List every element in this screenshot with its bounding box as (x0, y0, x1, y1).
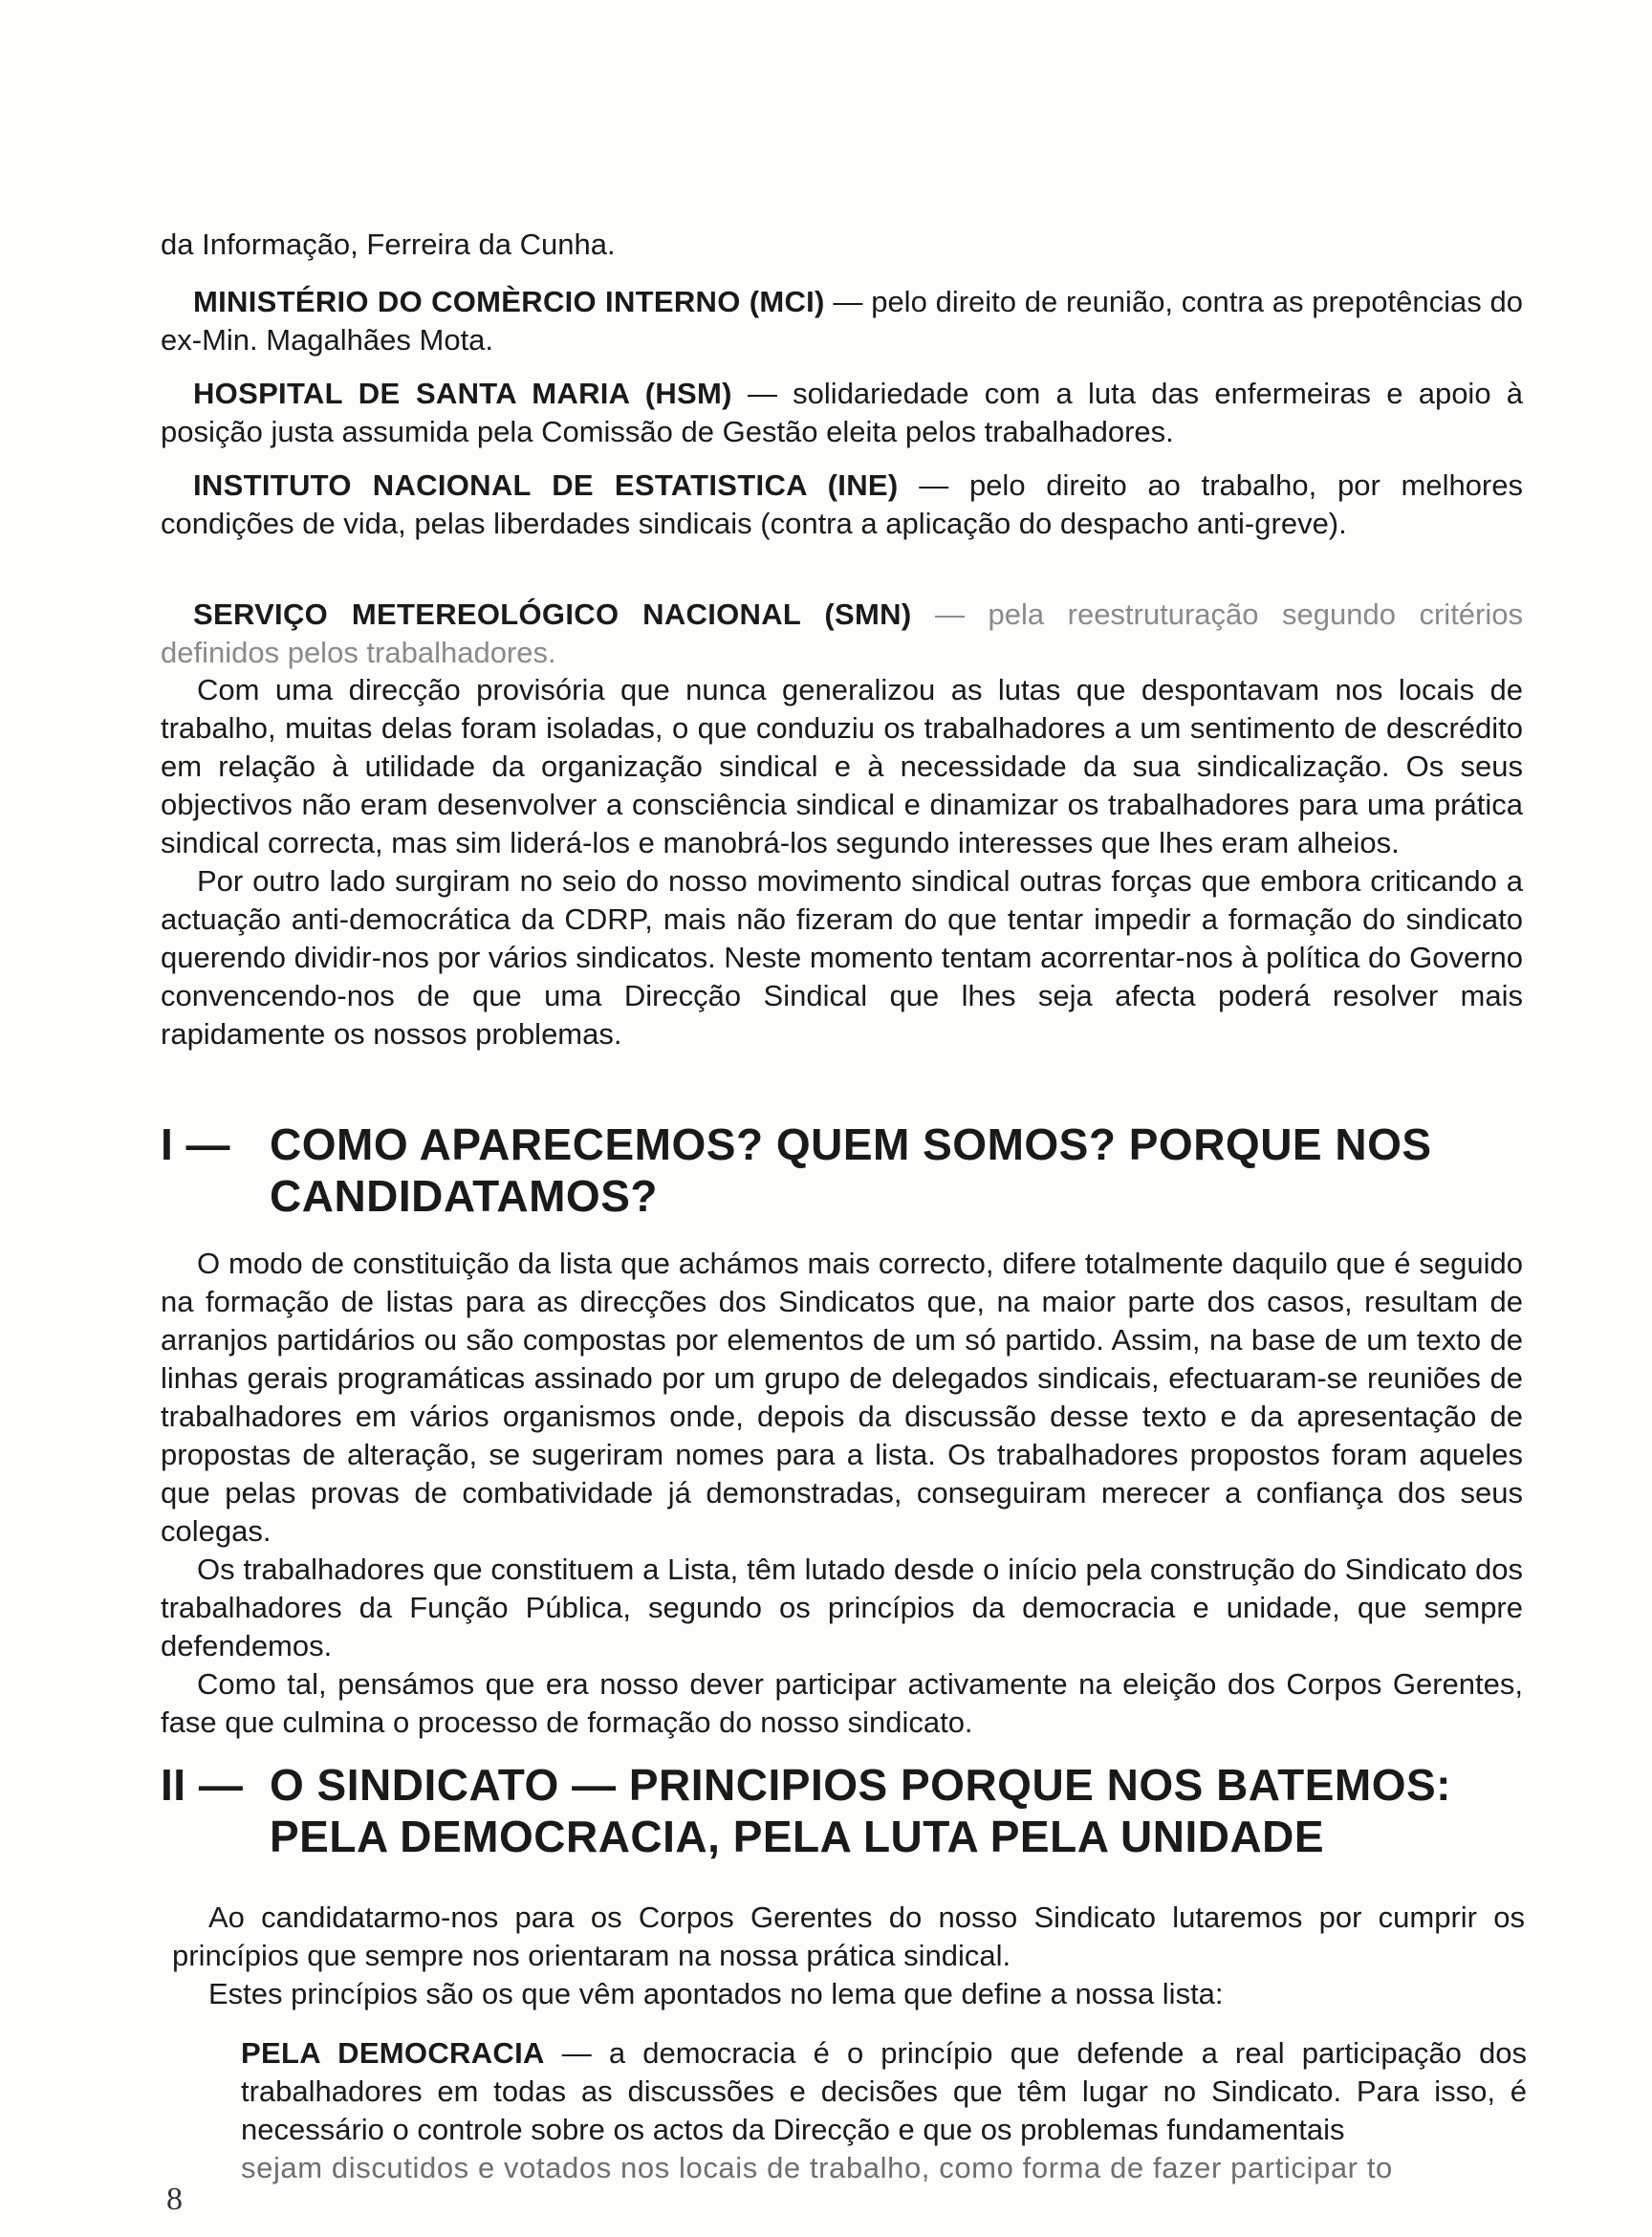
section2-body (172, 1899, 1525, 2013)
entry-label: MINISTÉRIO DO COMÈRCIO INTERNO (MCI) (193, 285, 825, 318)
entry-text: da Informação, Ferreira da Cunha. (161, 228, 616, 261)
principle-text: — a democracia é o princípio que defende a real participação dos trabalhadores em todas as discussões e decisões que têm lugar no Sindicato. Para isso, é necessário o controle sobre os actos da Direcção e que os problemas fundamentais (241, 2036, 1527, 2146)
section-title-line2: PELA DEMOCRACIA, PELA LUTA PELA UNIDADE (270, 1812, 1325, 1861)
paragraph: Estes princípios são os que vêm apontados no lema que define a nossa lista: (208, 1977, 1224, 2010)
section-heading-1 (161, 1118, 1432, 1222)
entry-text: — solidariedade com a luta das enfermeiras e apoio à posição justa assumida pela Comissão de Gestão eleita pelos trabalhadores. (161, 377, 1524, 448)
section-number: I — (161, 1119, 231, 1169)
paragraph: O modo de constituição da lista que achámos mais correcto, difere totalmente daquilo que é seguido na formação de listas para as direcções dos Sindicatos que, na maior parte dos casos, resultam de arranjos partidários ou são compostas por elementos de um só partido. Assim, na base de um texto de linhas gerais programáticas assinado por um grupo de delegados sindicais, efectuaram-se reuniões de trabalhadores em vários organismos onde, depois da discussão desse texto e da apresentação de propostas de alteração, se sugeriram nomes para a lista. Os trabalhadores propostos foram aqueles que pelas provas de combatividade já demonstradas, conseguiram merecer a confiança dos seus colegas. (161, 1247, 1523, 1548)
intro-paragraphs (161, 671, 1523, 1053)
principle-last-line: sejam discutidos e votados nos locais de trabalho, como forma de fazer participar to (241, 2151, 1393, 2184)
entry-smn (161, 596, 1523, 672)
entry-text: — pela reestruturação segundo critérios definidos pelos trabalhadores. (161, 597, 1524, 669)
entry-continuation (161, 226, 1523, 264)
paragraph: Os trabalhadores que constituem a Lista, têm lutado desde o início pela construção do Sindicato dos trabalhadores da Função Pública, segundo os princípios da democracia e unidade, que sempre defendemos. (161, 1553, 1523, 1662)
principle-democracia (241, 2034, 1527, 2187)
entry-text: — pelo direito de reunião, contra as prepotências do ex-Min. Magalhães Mota. (161, 285, 1523, 357)
section-title-line2: CANDIDATAMOS? (270, 1171, 658, 1221)
entry-text: — pelo direito ao trabalho, por melhores condições de vida, pelas liberdades sindicais (contra a aplicação do despacho anti-greve). (161, 468, 1523, 540)
entry-label: SERVIÇO METEREOLÓGICO NACIONAL (SMN) (193, 597, 912, 631)
section1-body (161, 1245, 1523, 1742)
paragraph: Por outro lado surgiram no seio do nosso movimento sindical outras forças que embora criticando a actuação anti-democrática da CDRP, mais não fizeram do que tentar impedir a formação do sindicato querendo dividir-nos por vários sindicatos. Neste momento tentam acorrentar-nos à política do Governo convencendo-nos de que uma Direcção Sindical que lhes seja afecta poderá resolver mais rapidamente os nossos problemas. (161, 864, 1524, 1051)
page-number: 8 (166, 2182, 183, 2217)
entry-label: INSTITUTO NACIONAL DE ESTATISTICA (INE) (193, 468, 899, 502)
entry-ine (161, 467, 1523, 543)
entry-mci (161, 283, 1523, 359)
principle-label: PELA DEMOCRACIA (241, 2036, 545, 2070)
entry-label: HOSPITAL DE SANTA MARIA (HSM) (193, 377, 732, 410)
paragraph: Com uma direcção provisória que nunca generalizou as lutas que despontavam nos locais de trabalho, muitas delas foram isoladas, o que conduziu os trabalhadores a um sentimento de descrédito em relação à utilidade da organização sindical e à necessidade da sua sindicalização. Os seus objectivos não eram desenvolver a consciência sindical e dinamizar os trabalhadores para uma prática sindical correcta, mas sim liderá-los e manobrá-los segundo interesses que lhes eram alheios. (161, 673, 1523, 859)
paragraph: Como tal, pensámos que era nosso dever participar activamente na eleição dos Corpos Gerentes, fase que culmina o processo de formação do nosso sindicato. (161, 1667, 1523, 1739)
section-heading-2 (161, 1759, 1451, 1862)
section-title-line1: COMO APARECEMOS? QUEM SOMOS? PORQUE NOS (270, 1119, 1432, 1169)
paragraph: Ao candidatarmo-nos para os Corpos Gerentes do nosso Sindicato lutaremos por cumprir os princípios que sempre nos orientaram na nossa prática sindical. (172, 1900, 1525, 1972)
entry-hsm (161, 375, 1523, 451)
section-number: II — (161, 1760, 244, 1810)
section-title-line1: O SINDICATO — PRINCIPIOS PORQUE NOS BATEMOS: (270, 1760, 1451, 1810)
